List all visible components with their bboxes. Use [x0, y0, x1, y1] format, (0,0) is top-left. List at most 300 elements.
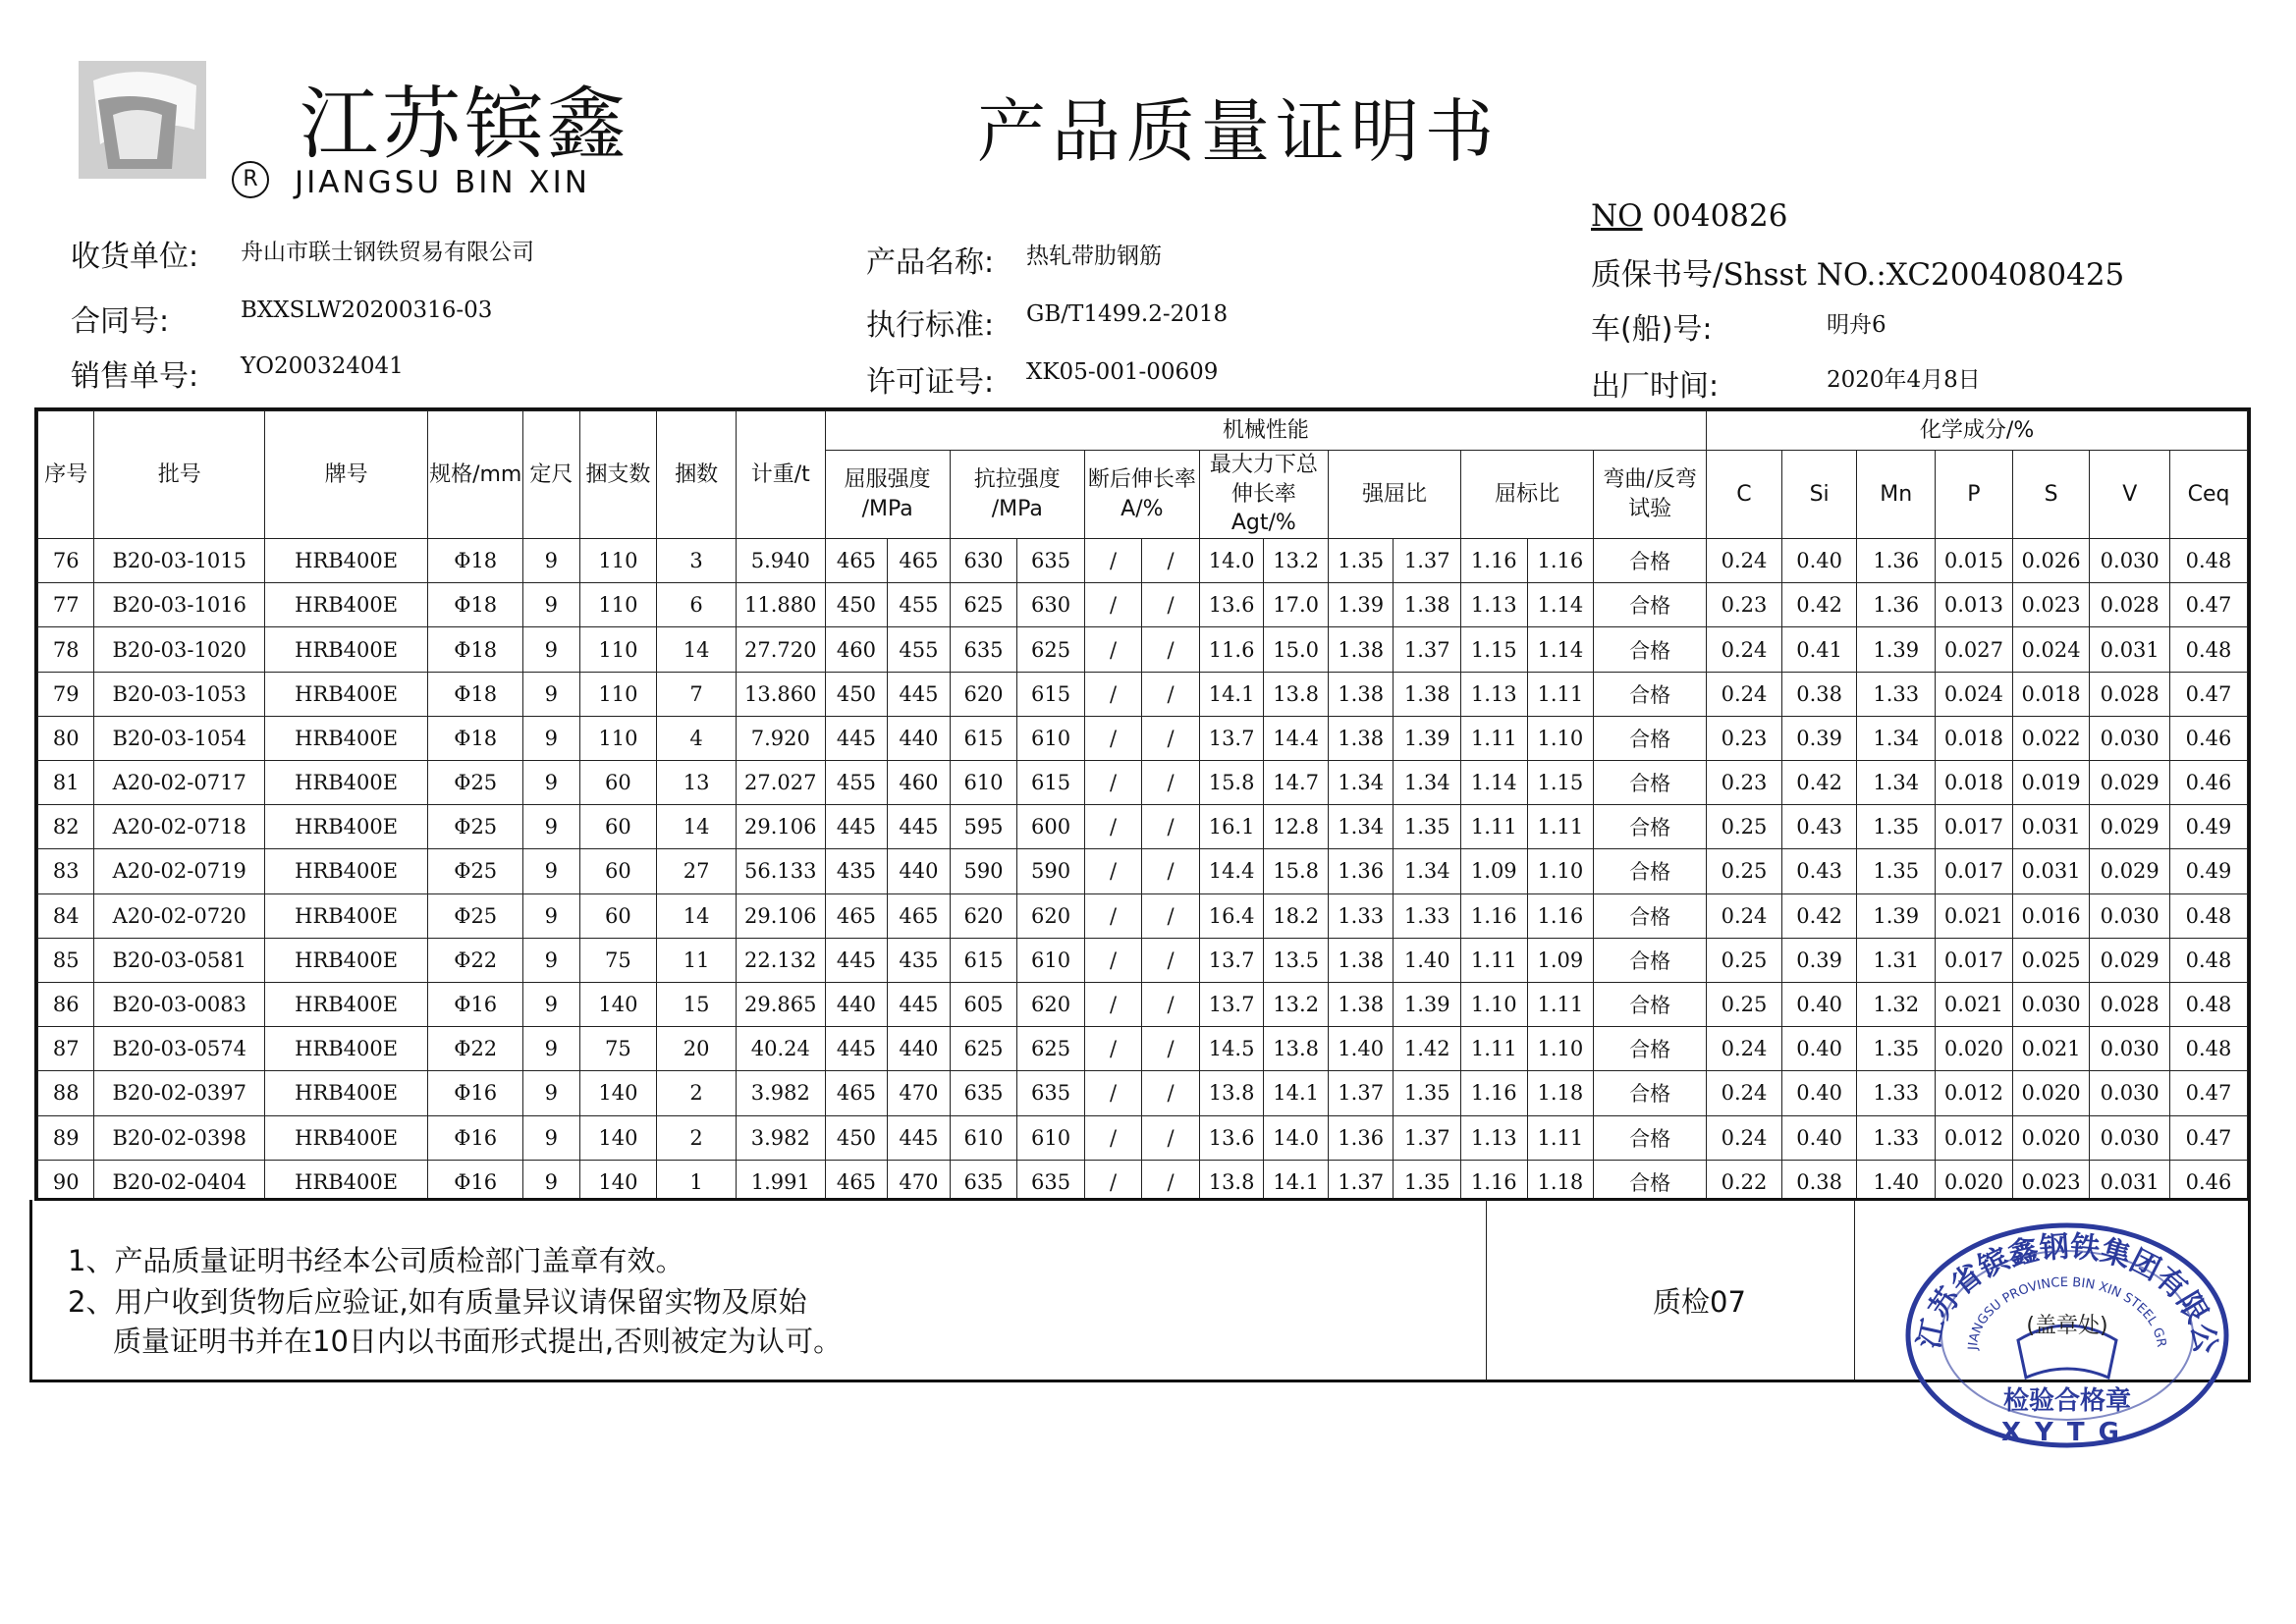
- cell-c: 0.24: [1707, 539, 1782, 583]
- cell-p: 0.018: [1936, 761, 2013, 805]
- cell-pieces: 60: [579, 805, 657, 849]
- cell-ceq: 0.47: [2170, 1115, 2248, 1160]
- date-value: 2020年4月8日: [1827, 367, 1981, 393]
- cell-c: 0.24: [1707, 1027, 1782, 1071]
- cell-mn: 1.31: [1857, 938, 1936, 982]
- col-grade: 牌号: [264, 411, 427, 539]
- cell-grade: HRB400E: [264, 539, 427, 583]
- col-p: P: [1936, 451, 2013, 539]
- cell-ceq: 0.48: [2170, 627, 2248, 672]
- cell-agt-2: 14.0: [1264, 1115, 1329, 1160]
- cell-yield-1: 450: [825, 672, 888, 716]
- cell-yield-ratio-1: 1.10: [1461, 982, 1528, 1026]
- cell-pieces: 60: [579, 893, 657, 938]
- cell-agt-2: 13.5: [1264, 938, 1329, 982]
- cell-length: 9: [523, 1071, 579, 1115]
- cell-grade: HRB400E: [264, 627, 427, 672]
- cell-grade: HRB400E: [264, 893, 427, 938]
- cell-tensile-2: 625: [1017, 627, 1085, 672]
- cell-agt-2: 14.4: [1264, 716, 1329, 760]
- cell-bundles: 3: [657, 539, 737, 583]
- cell-p: 0.017: [1936, 805, 2013, 849]
- cell-p: 0.021: [1936, 982, 2013, 1026]
- cell-tensile-2: 620: [1017, 893, 1085, 938]
- cell-batch: A20-02-0717: [94, 761, 264, 805]
- cell-elong-1: /: [1084, 1027, 1141, 1071]
- cell-mn: 1.34: [1857, 761, 1936, 805]
- cell-strength-ratio-1: 1.36: [1328, 1115, 1394, 1160]
- col-si: Si: [1781, 451, 1857, 539]
- cell-agt-1: 11.6: [1199, 627, 1264, 672]
- cell-c: 0.25: [1707, 982, 1782, 1026]
- cell-no: 76: [38, 539, 94, 583]
- cell-si: 0.41: [1781, 627, 1857, 672]
- document-title: 产品质量证明书: [977, 91, 1500, 172]
- cell-ceq: 0.48: [2170, 893, 2248, 938]
- cell-grade: HRB400E: [264, 1160, 427, 1201]
- cell-tensile-2: 635: [1017, 539, 1085, 583]
- cell-elong-2: /: [1142, 539, 1199, 583]
- cell-batch: B20-02-0404: [94, 1160, 264, 1201]
- cell-pieces: 60: [579, 849, 657, 893]
- col-ceq: Ceq: [2170, 451, 2248, 539]
- cell-c: 0.23: [1707, 761, 1782, 805]
- cell-agt-1: 13.7: [1199, 982, 1264, 1026]
- cell-elong-1: /: [1084, 893, 1141, 938]
- cell-strength-ratio-2: 1.37: [1394, 627, 1461, 672]
- consignee-value: 舟山市联士钢铁贸易有限公司: [241, 240, 534, 265]
- cell-batch: A20-02-0720: [94, 893, 264, 938]
- table-row: [38, 1071, 2248, 1115]
- cell-si: 0.43: [1781, 849, 1857, 893]
- table-row: [38, 805, 2248, 849]
- seal-outer-text: 江苏省镔鑫钢铁集团有限公: [1912, 1229, 2223, 1356]
- cell-tensile-2: 610: [1017, 938, 1085, 982]
- cell-no: 81: [38, 761, 94, 805]
- cell-tensile-2: 620: [1017, 982, 1085, 1026]
- cell-tensile-2: 615: [1017, 672, 1085, 716]
- footer-divider: [1854, 1200, 1855, 1380]
- cell-batch: A20-02-0719: [94, 849, 264, 893]
- cell-strength-ratio-1: 1.38: [1328, 627, 1394, 672]
- quality-table: [34, 407, 2251, 1201]
- cell-p: 0.018: [1936, 716, 2013, 760]
- col-yield: 屈服强度 /MPa: [825, 451, 950, 539]
- number-prefix: NO: [1591, 198, 1643, 234]
- cell-length: 9: [523, 627, 579, 672]
- cell-tensile-2: 615: [1017, 761, 1085, 805]
- cell-elong-1: /: [1084, 938, 1141, 982]
- cell-strength-ratio-1: 1.39: [1328, 583, 1394, 627]
- cell-no: 82: [38, 805, 94, 849]
- cell-bundles: 11: [657, 938, 737, 982]
- cell-no: 77: [38, 583, 94, 627]
- cell-yield-ratio-1: 1.16: [1461, 1160, 1528, 1201]
- cell-length: 9: [523, 761, 579, 805]
- cell-strength-ratio-2: 1.39: [1394, 716, 1461, 760]
- cell-s: 0.020: [2012, 1071, 2090, 1115]
- cell-strength-ratio-2: 1.38: [1394, 672, 1461, 716]
- cell-ceq: 0.47: [2170, 583, 2248, 627]
- cell-elong-1: /: [1084, 1071, 1141, 1115]
- cell-elong-2: /: [1142, 583, 1199, 627]
- cell-pieces: 140: [579, 1115, 657, 1160]
- col-length: 定尺: [523, 411, 579, 539]
- cell-elong-2: /: [1142, 1027, 1199, 1071]
- cell-yield-1: 440: [825, 982, 888, 1026]
- cell-s: 0.025: [2012, 938, 2090, 982]
- cell-length: 9: [523, 982, 579, 1026]
- cell-c: 0.23: [1707, 583, 1782, 627]
- product-label: 产品名称:: [866, 245, 995, 280]
- cell-no: 84: [38, 893, 94, 938]
- cell-elong-1: /: [1084, 982, 1141, 1026]
- cell-c: 0.24: [1707, 1115, 1782, 1160]
- cell-grade: HRB400E: [264, 982, 427, 1026]
- cell-bend-test: 合格: [1594, 672, 1707, 716]
- note-1: 1、产品质量证明书经本公司质检部门盖章有效。: [68, 1244, 684, 1277]
- cell-p: 0.021: [1936, 893, 2013, 938]
- cell-strength-ratio-2: 1.35: [1394, 1071, 1461, 1115]
- cell-strength-ratio-1: 1.38: [1328, 938, 1394, 982]
- cell-strength-ratio-2: 1.40: [1394, 938, 1461, 982]
- cell-batch: B20-03-1054: [94, 716, 264, 760]
- cell-weight: 27.027: [736, 761, 825, 805]
- cell-yield-2: 440: [888, 849, 951, 893]
- cell-si: 0.42: [1781, 893, 1857, 938]
- cell-weight: 13.860: [736, 672, 825, 716]
- cell-bend-test: 合格: [1594, 982, 1707, 1026]
- cell-no: 86: [38, 982, 94, 1026]
- cell-no: 90: [38, 1160, 94, 1201]
- cell-si: 0.38: [1781, 1160, 1857, 1201]
- cell-si: 0.39: [1781, 938, 1857, 982]
- table-row: [38, 1115, 2248, 1160]
- cell-elong-2: /: [1142, 716, 1199, 760]
- table-row: [38, 716, 2248, 760]
- cell-mn: 1.33: [1857, 1071, 1936, 1115]
- cell-batch: B20-02-0398: [94, 1115, 264, 1160]
- cell-length: 9: [523, 716, 579, 760]
- date-label: 出厂时间:: [1591, 369, 1720, 404]
- col-yield-ratio: 屈标比: [1461, 451, 1594, 539]
- inspection-seal: [1900, 1213, 2234, 1453]
- cell-yield-1: 445: [825, 716, 888, 760]
- cell-spec: Φ18: [428, 627, 523, 672]
- cell-spec: Φ18: [428, 539, 523, 583]
- cell-yield-ratio-2: 1.10: [1527, 1027, 1594, 1071]
- cell-v: 0.028: [2090, 583, 2170, 627]
- cert-no-value: XC2004080425: [1886, 257, 2125, 293]
- cell-tensile-1: 610: [950, 761, 1017, 805]
- mech-group-header: 机械性能: [825, 411, 1706, 451]
- brand-name-en: JIANGSU BIN XIN: [295, 165, 590, 200]
- table-row: [38, 627, 2248, 672]
- cell-elong-2: /: [1142, 672, 1199, 716]
- cell-v: 0.030: [2090, 539, 2170, 583]
- col-s: S: [2012, 451, 2090, 539]
- cell-s: 0.020: [2012, 1115, 2090, 1160]
- cell-pieces: 140: [579, 982, 657, 1026]
- cell-yield-ratio-2: 1.10: [1527, 849, 1594, 893]
- cell-batch: B20-03-0083: [94, 982, 264, 1026]
- cell-v: 0.029: [2090, 938, 2170, 982]
- cell-weight: 29.106: [736, 805, 825, 849]
- cell-p: 0.020: [1936, 1160, 2013, 1201]
- cell-spec: Φ25: [428, 893, 523, 938]
- seal-en-text: JIANGSU PROVINCE BIN XIN STEEL GR: [1965, 1274, 2169, 1351]
- cell-bend-test: 合格: [1594, 805, 1707, 849]
- cell-bundles: 27: [657, 849, 737, 893]
- cell-elong-1: /: [1084, 627, 1141, 672]
- cell-yield-ratio-1: 1.11: [1461, 938, 1528, 982]
- cell-agt-1: 14.5: [1199, 1027, 1264, 1071]
- cell-bundles: 13: [657, 761, 737, 805]
- cell-tensile-2: 635: [1017, 1071, 1085, 1115]
- cell-yield-2: 470: [888, 1160, 951, 1201]
- cell-ceq: 0.46: [2170, 761, 2248, 805]
- cell-no: 85: [38, 938, 94, 982]
- cell-bend-test: 合格: [1594, 627, 1707, 672]
- cell-yield-2: 445: [888, 1115, 951, 1160]
- brand-name-cn: 江苏镔鑫: [300, 79, 629, 170]
- cell-strength-ratio-1: 1.36: [1328, 849, 1394, 893]
- cell-bundles: 14: [657, 893, 737, 938]
- cell-c: 0.24: [1707, 1071, 1782, 1115]
- cell-elong-2: /: [1142, 938, 1199, 982]
- cell-weight: 7.920: [736, 716, 825, 760]
- product-value: 热轧带肋钢筋: [1026, 244, 1162, 269]
- cell-yield-1: 450: [825, 1115, 888, 1160]
- cell-tensile-2: 600: [1017, 805, 1085, 849]
- cell-elong-2: /: [1142, 1115, 1199, 1160]
- cell-no: 79: [38, 672, 94, 716]
- cell-spec: Φ22: [428, 938, 523, 982]
- cell-agt-1: 13.8: [1199, 1160, 1264, 1201]
- cell-p: 0.015: [1936, 539, 2013, 583]
- cell-agt-2: 15.0: [1264, 627, 1329, 672]
- cell-bend-test: 合格: [1594, 761, 1707, 805]
- cell-batch: B20-03-1015: [94, 539, 264, 583]
- col-weight: 计重/t: [736, 411, 825, 539]
- cell-strength-ratio-1: 1.34: [1328, 805, 1394, 849]
- cell-grade: HRB400E: [264, 938, 427, 982]
- cell-mn: 1.40: [1857, 1160, 1936, 1201]
- cell-yield-1: 455: [825, 761, 888, 805]
- cell-v: 0.029: [2090, 761, 2170, 805]
- table-row: [38, 982, 2248, 1026]
- cell-elong-2: /: [1142, 1160, 1199, 1201]
- cell-agt-2: 13.8: [1264, 1027, 1329, 1071]
- cell-grade: HRB400E: [264, 1115, 427, 1160]
- cell-elong-2: /: [1142, 627, 1199, 672]
- cell-c: 0.24: [1707, 893, 1782, 938]
- cell-mn: 1.36: [1857, 583, 1936, 627]
- cell-mn: 1.33: [1857, 672, 1936, 716]
- cell-length: 9: [523, 583, 579, 627]
- col-batch: 批号: [94, 411, 264, 539]
- cell-v: 0.029: [2090, 849, 2170, 893]
- cell-tensile-1: 635: [950, 627, 1017, 672]
- inspector-code: 质检07: [1653, 1285, 1746, 1319]
- cell-tensile-2: 635: [1017, 1160, 1085, 1201]
- cell-strength-ratio-2: 1.42: [1394, 1027, 1461, 1071]
- cell-yield-2: 470: [888, 1071, 951, 1115]
- cell-yield-ratio-2: 1.15: [1527, 761, 1594, 805]
- cell-tensile-1: 590: [950, 849, 1017, 893]
- col-v: V: [2090, 451, 2170, 539]
- cell-yield-1: 445: [825, 938, 888, 982]
- cell-yield-2: 465: [888, 539, 951, 583]
- cell-agt-2: 13.8: [1264, 672, 1329, 716]
- cell-yield-ratio-2: 1.18: [1527, 1071, 1594, 1115]
- cell-p: 0.027: [1936, 627, 2013, 672]
- cell-bundles: 20: [657, 1027, 737, 1071]
- cell-agt-2: 17.0: [1264, 583, 1329, 627]
- cell-elong-1: /: [1084, 761, 1141, 805]
- cell-yield-1: 435: [825, 849, 888, 893]
- cell-agt-1: 13.7: [1199, 938, 1264, 982]
- cell-no: 80: [38, 716, 94, 760]
- cell-agt-1: 13.7: [1199, 716, 1264, 760]
- cell-v: 0.030: [2090, 1071, 2170, 1115]
- cell-elong-2: /: [1142, 893, 1199, 938]
- cell-agt-1: 14.4: [1199, 849, 1264, 893]
- cell-elong-1: /: [1084, 672, 1141, 716]
- cell-p: 0.012: [1936, 1115, 2013, 1160]
- cell-pieces: 75: [579, 938, 657, 982]
- cell-grade: HRB400E: [264, 849, 427, 893]
- cell-bend-test: 合格: [1594, 1115, 1707, 1160]
- cell-length: 9: [523, 1160, 579, 1201]
- cert-no-row: [1591, 249, 2124, 294]
- cell-agt-1: 16.4: [1199, 893, 1264, 938]
- cell-no: 89: [38, 1115, 94, 1160]
- cell-ceq: 0.49: [2170, 849, 2248, 893]
- cell-v: 0.031: [2090, 627, 2170, 672]
- cell-tensile-1: 615: [950, 938, 1017, 982]
- cell-bundles: 14: [657, 805, 737, 849]
- table-row: [38, 1027, 2248, 1071]
- cell-c: 0.25: [1707, 849, 1782, 893]
- cell-batch: B20-03-0574: [94, 1027, 264, 1071]
- cell-spec: Φ16: [428, 1160, 523, 1201]
- cell-strength-ratio-2: 1.35: [1394, 805, 1461, 849]
- cell-elong-1: /: [1084, 805, 1141, 849]
- cell-si: 0.39: [1781, 716, 1857, 760]
- seal-code: XYTG: [2001, 1418, 2133, 1447]
- registered-mark-icon: R: [232, 161, 269, 198]
- cell-pieces: 110: [579, 716, 657, 760]
- cell-pieces: 140: [579, 1071, 657, 1115]
- cell-yield-ratio-1: 1.16: [1461, 539, 1528, 583]
- cell-v: 0.031: [2090, 1160, 2170, 1201]
- cell-tensile-1: 620: [950, 893, 1017, 938]
- cell-pieces: 140: [579, 1160, 657, 1201]
- cell-strength-ratio-2: 1.35: [1394, 1160, 1461, 1201]
- cell-bend-test: 合格: [1594, 893, 1707, 938]
- cell-s: 0.021: [2012, 1027, 2090, 1071]
- cell-c: 0.24: [1707, 627, 1782, 672]
- cell-yield-ratio-2: 1.14: [1527, 627, 1594, 672]
- cell-bend-test: 合格: [1594, 583, 1707, 627]
- cell-mn: 1.36: [1857, 539, 1936, 583]
- cell-yield-1: 465: [825, 1160, 888, 1201]
- cell-mn: 1.32: [1857, 982, 1936, 1026]
- cell-p: 0.017: [1936, 938, 2013, 982]
- note-3: 质量证明书并在10日内以书面形式提出,否则被定为认可。: [113, 1325, 843, 1358]
- cell-elong-1: /: [1084, 849, 1141, 893]
- cell-weight: 29.865: [736, 982, 825, 1026]
- cell-spec: Φ25: [428, 849, 523, 893]
- cell-yield-ratio-1: 1.11: [1461, 1027, 1528, 1071]
- cell-tensile-1: 615: [950, 716, 1017, 760]
- cell-spec: Φ22: [428, 1027, 523, 1071]
- cell-elong-2: /: [1142, 849, 1199, 893]
- cell-si: 0.40: [1781, 982, 1857, 1026]
- cell-agt-1: 16.1: [1199, 805, 1264, 849]
- cell-spec: Φ18: [428, 716, 523, 760]
- cell-length: 9: [523, 805, 579, 849]
- cell-pieces: 110: [579, 672, 657, 716]
- cell-agt-1: 14.0: [1199, 539, 1264, 583]
- cell-ceq: 0.46: [2170, 716, 2248, 760]
- cell-yield-1: 460: [825, 627, 888, 672]
- vehicle-label: 车(船)号:: [1591, 312, 1713, 347]
- cell-c: 0.25: [1707, 938, 1782, 982]
- cell-ceq: 0.46: [2170, 1160, 2248, 1201]
- cell-yield-ratio-2: 1.11: [1527, 805, 1594, 849]
- cell-yield-ratio-2: 1.10: [1527, 716, 1594, 760]
- cell-yield-2: 455: [888, 627, 951, 672]
- table-row: [38, 539, 2248, 583]
- license-label: 许可证号:: [866, 365, 995, 400]
- cell-agt-1: 15.8: [1199, 761, 1264, 805]
- cell-si: 0.40: [1781, 1071, 1857, 1115]
- cell-strength-ratio-1: 1.33: [1328, 893, 1394, 938]
- cell-mn: 1.35: [1857, 849, 1936, 893]
- cell-bend-test: 合格: [1594, 849, 1707, 893]
- cell-mn: 1.35: [1857, 1027, 1936, 1071]
- cell-yield-1: 465: [825, 1071, 888, 1115]
- cell-yield-ratio-1: 1.11: [1461, 716, 1528, 760]
- cell-yield-ratio-1: 1.14: [1461, 761, 1528, 805]
- cell-agt-2: 14.1: [1264, 1160, 1329, 1201]
- col-pieces: 捆支数: [579, 411, 657, 539]
- cell-tensile-1: 605: [950, 982, 1017, 1026]
- cell-yield-1: 450: [825, 583, 888, 627]
- cell-si: 0.42: [1781, 761, 1857, 805]
- cell-yield-2: 465: [888, 893, 951, 938]
- number-value: 0040826: [1642, 198, 1788, 234]
- cell-weight: 56.133: [736, 849, 825, 893]
- cell-yield-2: 445: [888, 672, 951, 716]
- cell-batch: A20-02-0718: [94, 805, 264, 849]
- table-row: [38, 1160, 2248, 1201]
- cell-v: 0.028: [2090, 982, 2170, 1026]
- table-row: [38, 893, 2248, 938]
- cell-yield-ratio-2: 1.14: [1527, 583, 1594, 627]
- chem-group-header: 化学成分/%: [1707, 411, 2248, 451]
- cell-strength-ratio-1: 1.40: [1328, 1027, 1394, 1071]
- cell-strength-ratio-2: 1.33: [1394, 893, 1461, 938]
- cell-pieces: 110: [579, 583, 657, 627]
- cell-weight: 29.106: [736, 893, 825, 938]
- cell-yield-ratio-1: 1.13: [1461, 583, 1528, 627]
- cell-strength-ratio-1: 1.38: [1328, 672, 1394, 716]
- cell-s: 0.031: [2012, 805, 2090, 849]
- cell-no: 83: [38, 849, 94, 893]
